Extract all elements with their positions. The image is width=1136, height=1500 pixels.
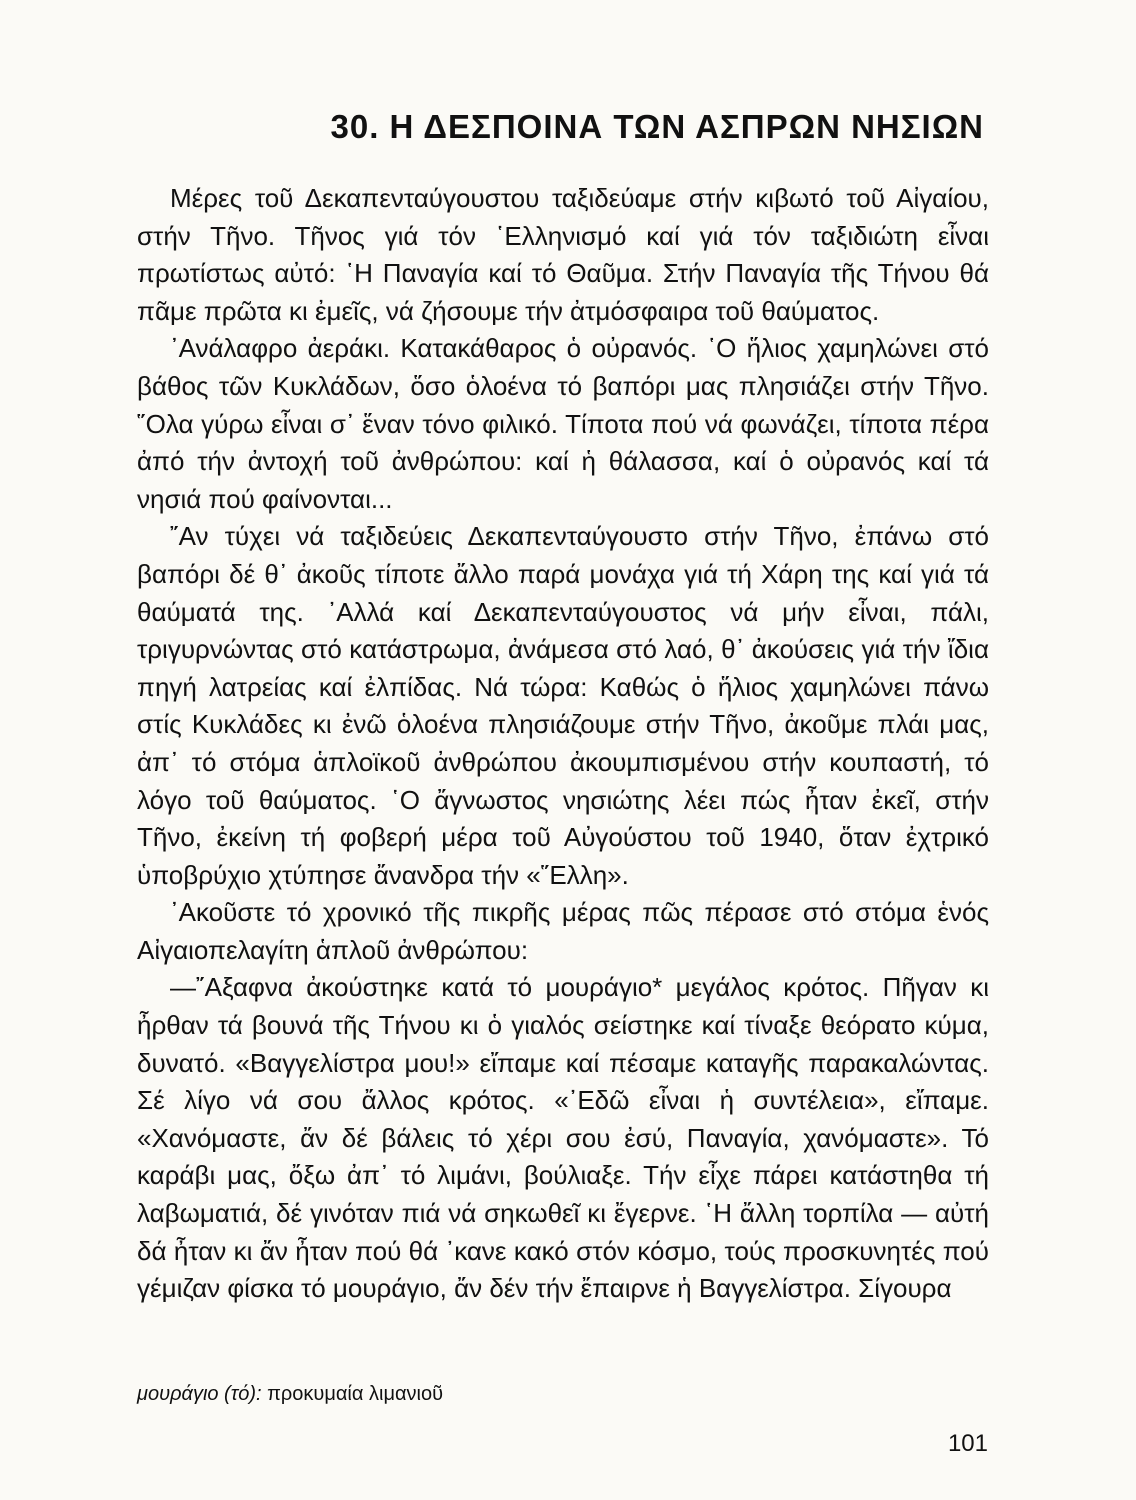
page-number: 101 [947, 1430, 988, 1457]
footnote-definition: προκυμαία λιμανιοῦ [267, 1383, 444, 1405]
paragraph: ῎Αν τύχει νά ταξιδεύεις Δεκαπενταύγουστο στήν Τῆνο, ἐπάνω στό βαπόρι δέ θ᾿ ἀκοῦς τίποτε ἄλλο παρά μονάχα γιά τή Χάρη της καί γιά τά θαύματά της. ᾿Αλλά καί Δεκαπενταύγουστος νά μήν εἶναι, πάλι, τριγυρνώντας στό κατάστρωμα, ἀνάμεσα στό λαό, θ᾿ ἀκούσεις γιά τήν ἴδια πηγή λατρείας καί ἐλπίδας. Νά τώρα: Καθώς ὁ ἥλιος χαμηλώνει πάνω στίς Κυκλάδες κι ἐνῶ ὁλοένα πλησιάζουμε στήν Τῆνο, ἀκοῦμε πλάι μας, ἀπ᾿ τό στόμα ἁπλοϊκοῦ ἀνθρώπου ἀκουμπισμένου στήν κουπαστή, τό λόγο τοῦ θαύματος. ῾Ο ἄγνωστος νησιώτης λέει πώς ἦταν ἐκεῖ, στήν Τῆνο, ἐκείνη τή φοβερή μέρα τοῦ Αὐγούστου τοῦ 1940, ὅταν ἐχτρικό ὑποβρύχιο χτύπησε ἄνανδρα τήν «῞Ελλη». [137, 521, 989, 890]
footnote-term: μουράγιο (τό): [137, 1383, 262, 1405]
chapter-title: 30. Η ΔΕΣΠΟΙΝΑ ΤΩΝ ΑΣΠΡΩΝ ΝΗΣΙΩΝ [330, 108, 984, 145]
footnote [137, 1383, 443, 1406]
paragraph: —῎Αξαφνα ἀκούστηκε κατά τό μουράγιο* μεγάλος κρότος. Πῆγαν κι ἦρθαν τά βουνά τῆς Τήνου κι ὁ γιαλός σείστηκε καί τίναξε θεόρατο κύμα, δυνατό. «Βαγγελίστρα μου!» εἴπαμε καί πέσαμε καταγῆς παρακαλώντας. Σέ λίγο νά σου ἄλλος κρότος. «᾿Εδῶ εἶναι ἡ συντέλεια», εἴπαμε. «Χανόμαστε, ἄν δέ βάλεις τό χέρι σου ἐσύ, Παναγία, χανόμαστε». Τό καράβι μας, ὄξω ἀπ᾿ τό λιμάνι, βούλιαξε. Τήν εἶχε πάρει κατάστηθα τή λαβωματιά, δέ γινόταν πιά νά σηκωθεῖ κι ἔγερνε. ῾Η ἄλλη τορπίλα — αὐτή δά ἦταν κι ἄν ἦταν πού θά ᾿κανε κακό στόν κόσμο, τούς προσκυνητές πού γέμιζαν φίσκα τό μουράγιο, ἄν δέν τήν ἔπαιρνε ἡ Βαγγελίστρα. Σίγουρα [137, 972, 989, 1304]
chapter-body [137, 180, 989, 1308]
paragraph: ᾿Ανάλαφρο ἀεράκι. Κατακάθαρος ὁ οὐρανός. ῾Ο ἥλιος χαμηλώνει στό βάθος τῶν Κυκλάδων, ὅσο ὁλοένα τό βαπόρι μας πλησιάζει στήν Τῆνο. ῞Ολα γύρω εἶναι σ᾿ ἕναν τόνο φιλικό. Τίποτα πού νά φωνάζει, τίποτα πέρα ἀπό τήν ἀντοχή τοῦ ἀνθρώπου: καί ἡ θάλασσα, καί ὁ οὐρανός καί τά νησιά πού φαίνονται... [137, 333, 989, 514]
paragraph: ᾿Ακοῦστε τό χρονικό τῆς πικρῆς μέρας πῶς πέρασε στό στόμα ἑνός Αἰγαιοπελαγίτη ἁπλοῦ ἀνθρώπου: [137, 897, 989, 965]
paragraph: Μέρες τοῦ Δεκαπενταύγουστου ταξιδεύαμε στήν κιβωτό τοῦ Αἰγαίου, στήν Τῆνο. Τῆνος γιά τόν ῾Ελληνισμό καί γιά τόν ταξιδιώτη εἶναι πρωτίστως αὐτό: ῾Η Παναγία καί τό Θαῦμα. Στήν Παναγία τῆς Τήνου θά πᾶμε πρῶτα κι ἐμεῖς, νά ζήσουμε τήν ἀτμόσφαιρα τοῦ θαύματος. [137, 183, 989, 326]
